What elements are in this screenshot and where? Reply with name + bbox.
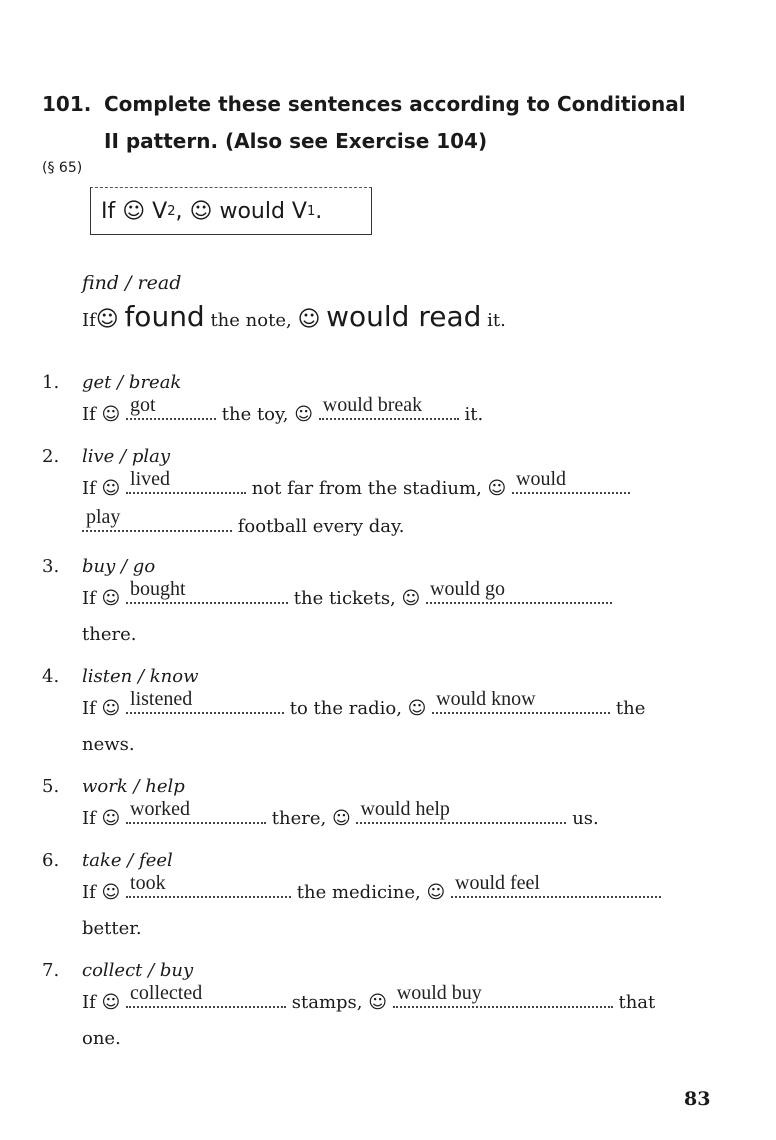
smiley-icon: ☺ [101, 808, 121, 829]
smiley-icon: ☺ [368, 992, 388, 1013]
smiley-icon: ☺ [101, 882, 121, 903]
sentence-end: there. [82, 624, 137, 645]
answer-blank-2[interactable] [393, 982, 613, 1008]
sentence-if: If [82, 882, 96, 903]
smiley-icon: ☺ [101, 992, 121, 1013]
smiley-icon: ☺ [407, 698, 427, 719]
exercise-sentence-line [82, 734, 708, 755]
exercise-item-words: take / feel [82, 850, 173, 871]
exercise-sentence-line [82, 918, 708, 939]
example-mid: the note, [210, 310, 292, 331]
handwritten-answer-2: would buy [396, 982, 482, 1004]
smiley-icon: ☺ [101, 404, 121, 425]
handwritten-answer-1: play [86, 506, 121, 528]
answer-blank-2[interactable] [356, 798, 566, 824]
exercise-item-words: live / play [82, 446, 171, 467]
answer-blank-1[interactable] [126, 688, 284, 714]
handwritten-answer-2: would go [430, 578, 506, 600]
exercise-sentence-line [82, 688, 708, 719]
exercise-sentence-line [82, 578, 708, 609]
sentence-middle: not far from the stadium, [251, 478, 482, 499]
sentence-if: If [82, 588, 96, 609]
formula-comma: , [175, 198, 183, 224]
answer-blank-1[interactable] [82, 506, 232, 532]
handwritten-answer-1: bought [130, 578, 186, 600]
exercise-sentence-line [82, 1028, 708, 1049]
smiley-icon: ☺ [122, 198, 146, 224]
answer-blank-1[interactable] [126, 394, 216, 420]
example-found: found [124, 300, 205, 333]
section-reference: (§ 65) [42, 160, 83, 176]
answer-blank-2[interactable] [432, 688, 610, 714]
handwritten-answer-2: would break [322, 394, 423, 416]
formula-period: . [315, 198, 323, 224]
smiley-icon: ☺ [331, 808, 351, 829]
sentence-end: that [618, 992, 656, 1013]
formula-would: would V [219, 198, 307, 224]
smiley-icon: ☺ [297, 307, 321, 332]
sentence-end: one. [82, 1028, 121, 1049]
handwritten-answer-1: lived [130, 468, 171, 490]
handwritten-answer-1: got [130, 394, 156, 416]
formula-if: If [101, 198, 116, 224]
exercise-item-number: 6. [42, 850, 60, 871]
example-end: it. [487, 310, 506, 331]
smiley-icon: ☺ [426, 882, 446, 903]
exercise-title [42, 86, 742, 160]
exercise-number: 101. [42, 92, 92, 116]
title-line-2: II pattern. (Also see Exercise 104) [104, 129, 488, 153]
exercise-item-words: work / help [82, 776, 185, 797]
exercise-item-number: 4. [42, 666, 60, 687]
exercise-item-words: listen / know [82, 666, 199, 687]
exercise-sentence-line [82, 872, 708, 903]
sentence-if: If [82, 404, 96, 425]
smiley-icon: ☺ [101, 478, 121, 499]
handwritten-answer-2: would [516, 468, 567, 490]
sentence-if: If [82, 698, 96, 719]
handwritten-answer-1: listened [130, 688, 193, 710]
sentence-middle: the toy, [221, 404, 289, 425]
formula-v2-sub: 2 [167, 203, 176, 219]
exercise-sentence-line [82, 798, 708, 829]
formula-v1-sub: 1 [306, 203, 316, 219]
sentence-end: it. [464, 404, 484, 425]
answer-blank-2[interactable] [319, 394, 459, 420]
sentence-if: If [82, 478, 96, 499]
example-words: find / read [82, 272, 182, 294]
answer-blank-2[interactable] [512, 468, 630, 494]
answer-blank-1[interactable] [126, 578, 288, 604]
exercise-sentence-line [82, 506, 708, 537]
smiley-icon: ☺ [95, 307, 119, 332]
answer-blank-1[interactable] [126, 982, 286, 1008]
exercise-item-words: buy / go [82, 556, 156, 577]
answer-blank-1[interactable] [126, 468, 246, 494]
sentence-middle: there, [271, 808, 327, 829]
exercise-sentence-line [82, 394, 708, 425]
sentence-middle: stamps, [291, 992, 363, 1013]
handwritten-answer-2: would know [436, 688, 536, 710]
answer-blank-2[interactable] [426, 578, 612, 604]
page-number: 83 [684, 1088, 711, 1110]
smiley-icon: ☺ [101, 698, 121, 719]
sentence-middle: the tickets, [293, 588, 396, 609]
sentence-end: us. [572, 808, 599, 829]
example-if: If [82, 310, 96, 331]
smiley-icon: ☺ [189, 198, 213, 224]
exercise-sentence-line [82, 624, 708, 645]
exercise-sentence-line [82, 468, 708, 499]
sentence-if: If [82, 808, 96, 829]
answer-blank-2[interactable] [451, 872, 661, 898]
exercise-item-number: 5. [42, 776, 60, 797]
sentence-if: If [82, 992, 96, 1013]
handwritten-answer-2: would feel [455, 872, 540, 894]
formula-v2: V [152, 198, 168, 224]
smiley-icon: ☺ [401, 588, 421, 609]
exercise-item-number: 2. [42, 446, 60, 467]
exercise-item-words: get / break [82, 372, 182, 393]
smiley-icon: ☺ [487, 478, 507, 499]
exercise-item-number: 7. [42, 960, 60, 981]
example-sentence [82, 300, 506, 333]
exercise-item-number: 3. [42, 556, 60, 577]
title-line-1: Complete these sentences according to Conditional [104, 92, 686, 116]
exercise-sentence-line [82, 982, 708, 1013]
answer-blank-1[interactable] [126, 798, 266, 824]
smiley-icon: ☺ [294, 404, 314, 425]
sentence-end: football every day. [237, 516, 405, 537]
sentence-middle: to the radio, [289, 698, 402, 719]
sentence-end: the [615, 698, 646, 719]
smiley-icon: ☺ [101, 588, 121, 609]
example-would-read: would read [326, 300, 482, 333]
handwritten-answer-1: collected [130, 982, 203, 1004]
handwritten-answer-1: worked [130, 798, 190, 820]
formula-box [90, 187, 372, 235]
exercise-item-number: 1. [42, 372, 60, 393]
sentence-middle: the medicine, [296, 882, 421, 903]
exercise-item-words: collect / buy [82, 960, 194, 981]
handwritten-answer-1: took [130, 872, 166, 894]
sentence-end: news. [82, 734, 135, 755]
answer-blank-1[interactable] [126, 872, 291, 898]
handwritten-answer-2: would help [360, 798, 450, 820]
sentence-end: better. [82, 918, 142, 939]
